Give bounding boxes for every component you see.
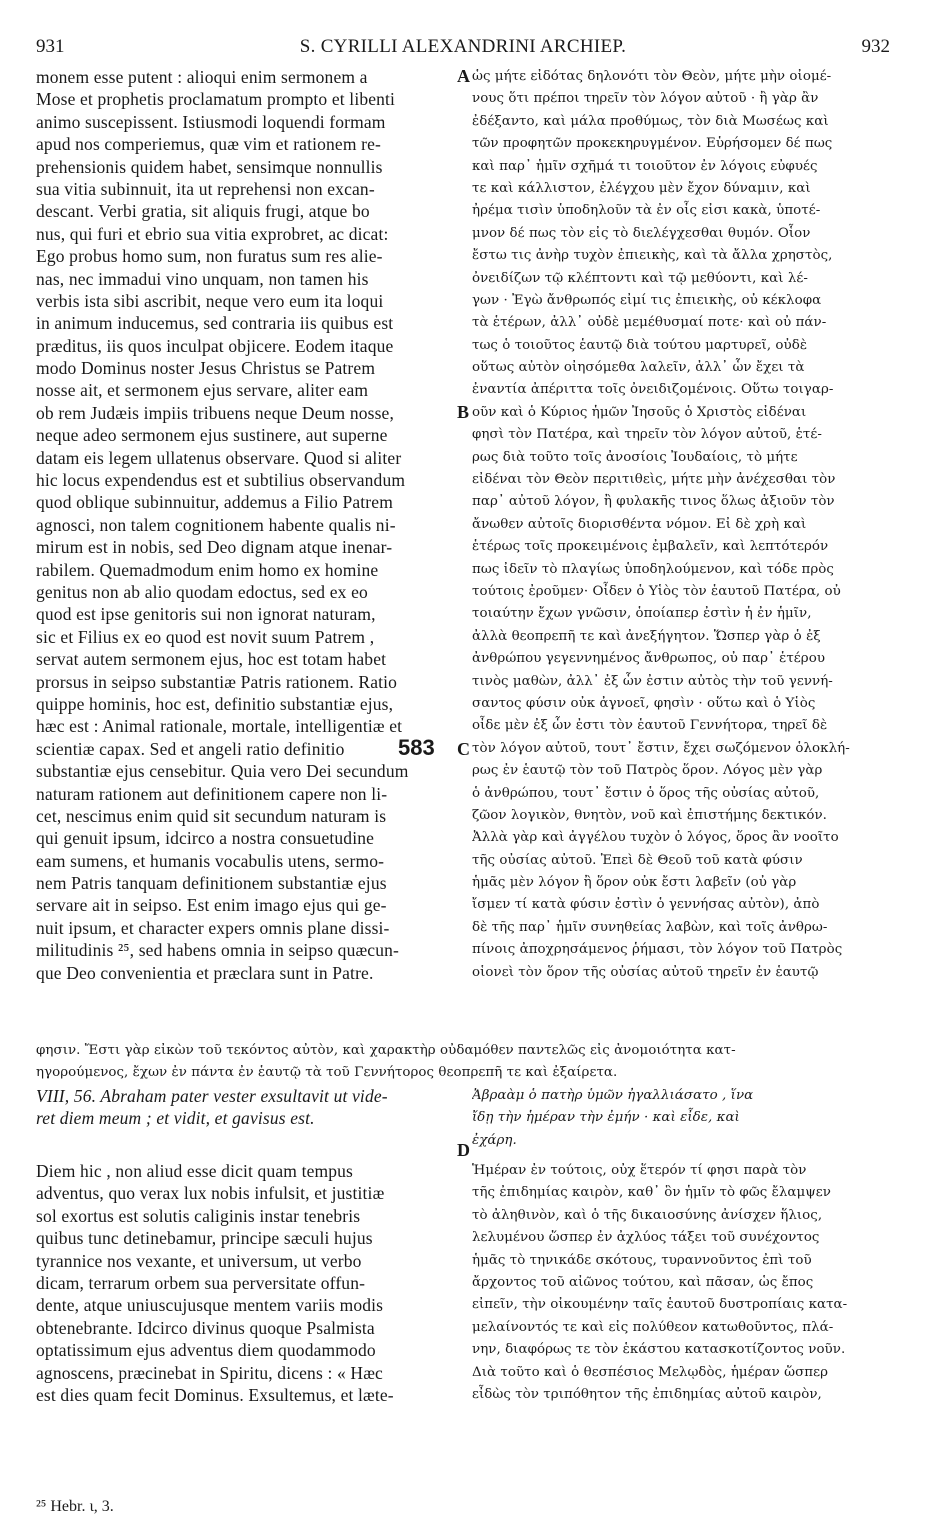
- text-line: prehensionis quidem habet, sensimque nonnullis: [36, 156, 383, 177]
- latin-column-block2: [36, 1160, 456, 1406]
- text-line: cet, nescimus enim quid sit secundum naturam is: [36, 805, 387, 826]
- text-line: Mose et prophetis proclamatum prompto et libenti: [36, 89, 396, 110]
- text-line: ρως διὰ τοῦτο τοῖς ἀνοσίοις Ἰουδαίοις, τὸ μήτε: [472, 449, 798, 465]
- text-line: μνον δέ πως τὸν εἰς τὸ διελέγχεσθαι θυμόν. Οἷον: [472, 225, 811, 241]
- text-line: οἶδε μὲν ἐξ ὧν ἐστι τὸν ἑαυτοῦ Γεννήτορα, τηρεῖ δὲ: [472, 718, 828, 734]
- text-line: ἠρέμα τισὶν ὑποδηλοῦν τὰ ἐν οἷς εἰσι κακὰ, ὑποτέ-: [472, 203, 821, 219]
- text-line: ἡμᾶς μὲν λόγον ἢ ὅρον οὐκ ἔστι λαβεῖν (οὐ γὰρ: [472, 875, 797, 891]
- text-line: μελαίνοντός τε καὶ εἰς πολύθεον κατωθοῦντος, πλά-: [472, 1319, 834, 1335]
- text-line: est dies quam fecit Dominus. Exsultemus, et læte-: [36, 1384, 394, 1405]
- text-line: sol exortus est solutis caliginis instar tenebris: [36, 1205, 361, 1226]
- text-line: οῦν καὶ ὁ Κύριος ἡμῶν Ἰησοῦς ὁ Χριστὸς εἰδέναι: [472, 404, 807, 420]
- text-line: Ἀλλὰ γὰρ καὶ ἀγγέλου τυχὸν ὁ λόγος, ὅρος ἂν νοοῖτο: [472, 830, 839, 846]
- text-line: νην, διαφόρως τε τὸν ἑκάστου κατασκοτίζοντος νοῦν.: [472, 1342, 846, 1358]
- text-line: agnoscens, præcinebat in Spiritu, dicens : « Hæc: [36, 1362, 383, 1383]
- margin-marker-a: A: [457, 66, 470, 86]
- text-line: neque adeo sermonem ejus sustinere, aut superne: [36, 425, 388, 446]
- text-line: agnosci, non talem cognitionem habente qualis ni-: [36, 514, 396, 535]
- latin-column-block1: [36, 66, 456, 984]
- text-line: τὸν λόγον αὐτοῦ, τουτ᾽ ἔστιν, ἔχει σωζόμενον ὁλοκλή-: [472, 740, 850, 756]
- text-line: ἑτέρως τοῖς προκειμένοις ἐμβαλεῖν, καὶ λεπτότερόν: [472, 539, 829, 555]
- text-line: λελυμένου ὥσπερ ἐν ἀχλύος τάξει τοῦ συνέχοντος: [472, 1230, 820, 1246]
- text-line: optatissimum ejus adventus diem quodammodo: [36, 1340, 376, 1361]
- text-line: modo Dominus noster Jesus Christus se Patrem: [36, 358, 376, 379]
- text-line: verbis ista sibi ascribit, neque vero eum ita loqui: [36, 290, 384, 311]
- text-line: σαντος φύσιν οὐκ ἀγνοεῖ, φησὶν · οὕτω καὶ ὁ Υἱὸς: [472, 695, 816, 711]
- text-line: quippe hominis, hoc est, definitio substantiæ ejus,: [36, 693, 394, 714]
- text-line: adventus, quo verax lux nobis infulsit, et justitiæ: [36, 1183, 385, 1204]
- text-line: quibus tunc detinebamur, principe sæculi hujus: [36, 1228, 373, 1249]
- text-line: substantiæ ejus censebitur. Quia vero Dei secundum: [36, 761, 409, 782]
- text-line: τοιαύτην ἔχων γνῶσιν, ὁποίαπερ ἐστὶν ἡ ἐν ἡμῖν,: [472, 606, 812, 622]
- text-line: prorsus in seipso substantiæ Patris rationem. Ratio: [36, 671, 398, 692]
- text-line: πίνοις ἀποχρησάμενος ῥήμασι, τὸν λόγον τοῦ Πατρὸς: [472, 942, 843, 958]
- text-line: præditus, iis quos inculpat objicere. Eodem itaque: [36, 335, 394, 356]
- column-number: 583: [398, 735, 435, 760]
- text-line: Διὰ τοῦτο καὶ ὁ θεσπέσιος Μελῳδὸς, ἡμέραν ὥσπερ: [472, 1364, 829, 1380]
- text-line: hæc est : Animal rationale, mortale, intelligentiæ et: [36, 716, 403, 737]
- greek-column-block1: [472, 66, 892, 984]
- text-line: datam eis legem ullatenus observare. Quod si aliter: [36, 447, 402, 468]
- text-line: nem Patris tanquam definitionem substantiæ ejus: [36, 873, 387, 894]
- text-line: εἶδὼς τὸν τριπόθητον τῆς ἐπιδημίας αὐτοῦ καιρὸν,: [472, 1386, 822, 1402]
- text-line: obtenebrante. Idcirco divinus quoque Psalmista: [36, 1317, 375, 1338]
- text-line: nus, qui furi et ebrio sua vitia exprobret, ac dicat:: [36, 223, 389, 244]
- text-line: Ego probus homo sum, non furatus sum res alie-: [36, 246, 383, 267]
- text-line: ἐχάρη.: [472, 1132, 517, 1148]
- text-line: Ἀβραὰμ ὁ πατὴρ ὑμῶν ἠγαλλιάσατο , ἵνα: [472, 1088, 754, 1103]
- text-line: nosse ait, et sermonem ejus servare, aliter eam: [36, 380, 369, 401]
- text-line: ob rem Judæis impiis tribuens neque Deum nosse,: [36, 402, 394, 423]
- text-line: ret diem meum ; et vidit, et gavisus est.: [36, 1108, 315, 1129]
- running-title: S. CYRILLI ALEXANDRINI ARCHIEP.: [299, 36, 627, 57]
- text-line: ἡμᾶς τὸ τηνικάδε σκότους, τυραννοῦντος ἐπὶ τοῦ: [472, 1252, 812, 1268]
- text-line: animo suscepissent. Istiusmodi loquendi formam: [36, 111, 386, 132]
- full-width-greek-lines: [36, 1040, 892, 1085]
- text-line: τὰ ἑτέρων, ἀλλ᾽ οὐδὲ μεμέθυσμαί ποτε· καὶ οὐ πάν-: [472, 315, 827, 331]
- text-line: VIII, 56. Abraham pater vester exsultavit ut vide-: [36, 1086, 388, 1106]
- text-line: naturam rationem aut definitionem capere non li-: [36, 783, 388, 804]
- text-line: ὀνειδίζων τῷ κλέπτοντι καὶ τῷ μεθύοντι, καὶ λέ-: [472, 270, 808, 286]
- text-line: Diem hic , non aliud esse dicit quam tempus: [36, 1161, 354, 1181]
- text-line: ἐδέξαντο, καὶ μάλα προθύμως, τὸν διὰ Μωσέως καὶ: [472, 113, 829, 129]
- section-heading-latin: [36, 1085, 456, 1130]
- text-line: ὡς μήτε εἰδότας δηλονότι τὸν Θεὸν, μήτε μὴν οἰομέ-: [472, 69, 832, 84]
- page-number-left: 931: [36, 36, 65, 57]
- text-line: quod oblique subinnuitur, addemus a Filio Patrem: [36, 492, 393, 513]
- text-line: servare ait in seipso. Est enim imago ejus qui ge-: [36, 895, 387, 916]
- text-line: ἀνθρώπου γεγεννημένος ἄνθρωπος, οὐ παρ᾽ ἑτέρου: [472, 651, 826, 667]
- text-line: καὶ παρ᾽ ἡμῖν σχῆμά τι τοιοῦτον ἐν λόγοις εὐφυές: [472, 158, 818, 174]
- text-line: τως ὁ τοιοῦτος ἑαυτῷ διὰ τούτου μαρτυρεῖ, οὐδὲ: [472, 337, 808, 353]
- text-line: servat autem sermonem ejus, hoc est totam habet: [36, 649, 387, 670]
- text-line: in animum inducemus, sed contraria iis quibus est: [36, 313, 394, 334]
- text-line: ἴδῃ τὴν ἡμέραν τὴν ἐμήν · καὶ εἶδε, καὶ: [472, 1110, 740, 1126]
- footnote: ²⁵ Hebr. ι, 3.: [36, 1498, 114, 1515]
- text-line: sua vitia subinnuit, ita ut reprehensi non excan-: [36, 178, 375, 199]
- text-line: ἄνωθεν αὐτοῖς διορισθέντα νόμον. Εἰ δὲ χρὴ καὶ: [472, 516, 807, 532]
- text-line: εἰπεῖν, τὴν οἰκουμένην ταῖς ἑαυτοῦ δυστροπίαις κατα-: [472, 1297, 848, 1313]
- text-line: ηγορούμενος, ἔχων ἐν πάντα ἐν ἑαυτῷ τὰ τοῦ Γεννήτορος θεοπρεπῆ τε καὶ ἐξαίρετα.: [36, 1065, 618, 1081]
- text-line: rabilem. Quemadmodum enim homo ex homine: [36, 559, 379, 580]
- text-line: apud nos comperiemus, quæ vim et rationem re-: [36, 134, 382, 155]
- text-line: que Deo convenientia et præclara sunt in Patre.: [36, 962, 374, 983]
- margin-marker-b: B: [457, 402, 470, 422]
- text-line: τούτοις ἐροῦμεν· Οἶδεν ὁ Υἱὸς τὸν ἑαυτοῦ Πατέρα, οὐ: [472, 583, 841, 599]
- margin-marker-d: D: [457, 1140, 470, 1160]
- text-line: οὕτως αὐτὸν οἰησόμεθα λαλεῖν, ἀλλ᾽ ὧν ἔχει τὰ: [472, 360, 805, 376]
- text-line: eam sumens, et humanis vocabulis utens, sermo-: [36, 850, 385, 871]
- text-line: οἱονεὶ τὸν ὅρον τῆς οὐσίας αὐτοῦ τηρεῖν ἐν ἑαυτῷ: [472, 964, 819, 980]
- text-line: hic locus expendendus est et subtilius observandum: [36, 470, 406, 491]
- text-line: ὁ ἀνθρώπου, τουτ᾽ ἔστιν ὁ ὅρος τῆς οὐσίας αὐτοῦ,: [472, 785, 820, 801]
- text-line: nuit ipsum, et character expers omnis plane dissi-: [36, 917, 390, 938]
- text-line: φησιν. Ἔστι γὰρ εἰκὼν τοῦ τεκόντος αὐτὸν, καὶ χαρακτὴρ οὐδαμόθεν παντελῶς εἰς ἀνομοιότητα κατ-: [36, 1043, 736, 1058]
- page-number-right: 932: [861, 36, 890, 57]
- margin-marker-c: C: [457, 739, 470, 759]
- text-line: νους ὅτι πρέποι τηρεῖν τὸν λόγον αὐτοῦ · ἢ γὰρ ἂν: [472, 91, 819, 107]
- text-line: τε καὶ κάλλιστον, ἐλέγχου μὲν ἔχον δύναμιν, καὶ: [472, 180, 811, 196]
- text-line: militudinis ²⁵, sed habens omnia in seipso quæcun-: [36, 940, 399, 961]
- text-line: ζῶον λογικὸν, θνητὸν, νοῦ καὶ ἐπιστήμης δεκτικόν.: [472, 807, 827, 823]
- text-line: sic et Filius ex eo quod est novit suum Patrem ,: [36, 626, 375, 647]
- text-line: τῶν προφητῶν προκεκηρυγμένον. Εὑρήσομεν δέ πως: [472, 136, 833, 152]
- text-line: τῆς οὐσίας αὐτοῦ. Ἐπεὶ δὲ Θεοῦ τοῦ κατὰ φύσιν: [472, 852, 803, 868]
- text-line: dente, atque uniuscujusque mentem variis modis: [36, 1295, 384, 1316]
- text-line: πως ἰδεῖν τὸ πλαγίως ὑποδηλούμενον, καὶ τόδε πρὸς: [472, 561, 834, 577]
- text-line: nas, nec immadui vino unquam, non tamen his: [36, 268, 369, 289]
- text-line: dicam, terrarum orbem sua perversitate offun-: [36, 1272, 366, 1293]
- text-line: mirum est in nobis, sed Deo dignam atque inenar-: [36, 537, 393, 558]
- text-line: monem esse putent : alioqui enim sermonem a: [36, 67, 368, 87]
- text-line: τὸ ἀληθινὸν, καὶ ὁ τῆς δικαιοσύνης ἀνίσχεν ἥλιος,: [472, 1207, 823, 1223]
- text-line: ἄρχοντος τοῦ αἰῶνος τούτου, καὶ πᾶσαν, ὡς ἔπος: [472, 1274, 814, 1290]
- text-line: genitus non ab alio quodam edoctus, sed ex eo: [36, 581, 368, 602]
- text-line: εἰδέναι τὸν Θεὸν περιτιθεὶς, μήτε μὴν ἀνέχεσθαι τὸν: [472, 472, 836, 488]
- text-line: descant. Verbi gratia, sit aliquis frugi, atque bo: [36, 201, 370, 222]
- running-header: [0, 36, 926, 60]
- text-line: Ἡμέραν ἐν τούτοις, οὐχ ἕτερόν τί φησι παρὰ τὸν: [472, 1163, 807, 1178]
- text-line: τινὸς μαθὼν, ἀλλ᾽ ἐξ ὧν ἐστιν αὐτὸς τὴν τοῦ γεννή-: [472, 673, 833, 689]
- text-line: scientiæ capax. Sed et angeli ratio definitio: [36, 738, 345, 759]
- text-line: ἴσμεν τί κατὰ φύσιν ἐστὶν ὁ γεννήσας αὐτὸν), ἀπὸ: [472, 897, 820, 913]
- text-line: γων · Ἐγὼ ἄνθρωπός εἰμί τις ἐπιεικὴς, οὐ κέκλοφα: [472, 292, 822, 308]
- text-line: τῆς ἐπιδημίας καιρὸν, καθ᾽ ὃν ἡμῖν τὸ φῶς ἔλαμψεν: [472, 1185, 831, 1201]
- text-line: qui genuit ipsum, idcirco a nostra consuetudine: [36, 828, 375, 849]
- text-line: ἐναντία ἀπέριττα τοῖς ὀνειδιζομένοις. Οὕτω τοιγαρ-: [472, 382, 834, 398]
- text-line: ἔστω τις ἀνὴρ τυχὸν ἐπιεικὴς, καὶ τὰ ἄλλα χρηστὸς,: [472, 248, 833, 264]
- text-line: tyrannice nos vexante, et universum, ut verbo: [36, 1250, 362, 1271]
- text-line: ρως ἐν ἑαυτῷ τὸν τοῦ Πατρὸς ὅρον. Λόγος μὲν γὰρ: [472, 763, 823, 779]
- text-line: ἀλλὰ θεοπρεπῆ τε καὶ ἀνεξήγητον. Ὥσπερ γὰρ ὁ ἐξ: [472, 628, 821, 644]
- greek-column-block2: [472, 1160, 892, 1406]
- text-line: φησὶ τὸν Πατέρα, καὶ τηρεῖν τὸν λόγον αὐτοῦ, ἑτέ-: [472, 427, 822, 443]
- text-line: παρ᾽ αὐτοῦ λόγον, ἢ φυλακῆς τινος ὅλως ἀξιοῦν τὸν: [472, 494, 835, 510]
- text-line: quod est ipse genitoris sui non ignorat naturam,: [36, 604, 376, 625]
- text-line: δὲ τῆς παρ᾽ ἡμῖν συνηθείας λαβὼν, καὶ τοῖς ἀνθρω-: [472, 919, 828, 935]
- section-heading-greek: [472, 1085, 892, 1152]
